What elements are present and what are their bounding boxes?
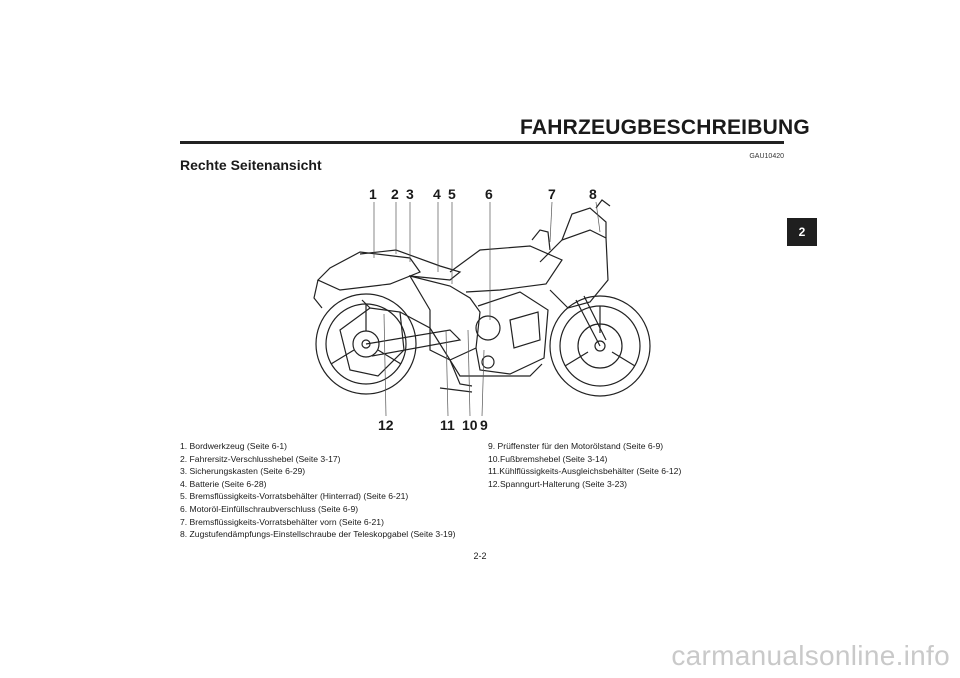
legend-item: 6. Motoröl-Einfüllschraubverschluss (Seite 6-9) — [180, 503, 359, 514]
legend-item: 9. Prüffenster für den Motorölstand (Seite 6-9) — [488, 441, 664, 451]
fuel-tank — [450, 246, 562, 292]
legend-item: 12.Spanngurt-Halterung (Seite 3-23) — [488, 478, 628, 489]
callout-1: 1 — [369, 186, 377, 202]
legend-item: 3. Sicherungskasten (Seite 6-29) — [180, 466, 306, 477]
callout-10: 10 — [462, 417, 478, 433]
callout-12: 12 — [378, 417, 394, 433]
callout-11: 11 — [440, 417, 455, 433]
exhaust — [340, 308, 404, 376]
watermark: carmanualsonline.info — [671, 640, 950, 671]
callout-7: 7 — [548, 186, 556, 202]
legend-right — [488, 440, 681, 490]
callout-5: 5 — [448, 186, 456, 202]
page-title: FAHRZEUGBESCHREIBUNG — [520, 116, 810, 139]
callout-4: 4 — [433, 186, 441, 202]
legend-item: 1. Bordwerkzeug (Seite 6-1) — [180, 441, 287, 451]
legend-item: 11.Kühlflüssigkeits-Ausgleichsbehälter (Seite 6-12) — [488, 466, 682, 477]
legend-item: 5. Bremsflüssigkeits-Vorratsbehälter (Hinterrad) (Seite 6-21) — [180, 491, 409, 502]
legend-item: 4. Batterie (Seite 6-28) — [180, 478, 267, 489]
section-heading: Rechte Seitenansicht — [180, 157, 322, 173]
chapter-tab[interactable]: 2 — [787, 218, 817, 246]
tail-section — [318, 252, 420, 290]
legend-item: 8. Zugstufendämpfungs-Einstellschraube der Teleskopgabel (Seite 3-19) — [180, 529, 456, 540]
page-number: 2-2 — [473, 551, 487, 561]
callout-6: 6 — [485, 186, 493, 202]
callout-2: 2 — [391, 186, 399, 202]
legend-item: 7. Bremsflüssigkeits-Vorratsbehälter vorn (Seite 6-21) — [180, 516, 384, 527]
legend-item: 2. Fahrersitz-Verschlusshebel (Seite 3-17) — [180, 453, 341, 464]
title-rule — [180, 141, 784, 144]
document-code: GAU10420 — [749, 153, 784, 160]
callout-8: 8 — [589, 186, 597, 202]
legend-left — [180, 440, 455, 541]
legend-item: 10.Fußbremshebel (Seite 3-14) — [488, 453, 608, 464]
callout-9: 9 — [480, 417, 488, 433]
motorcycle-illustration — [300, 180, 660, 433]
callout-3: 3 — [406, 186, 414, 202]
